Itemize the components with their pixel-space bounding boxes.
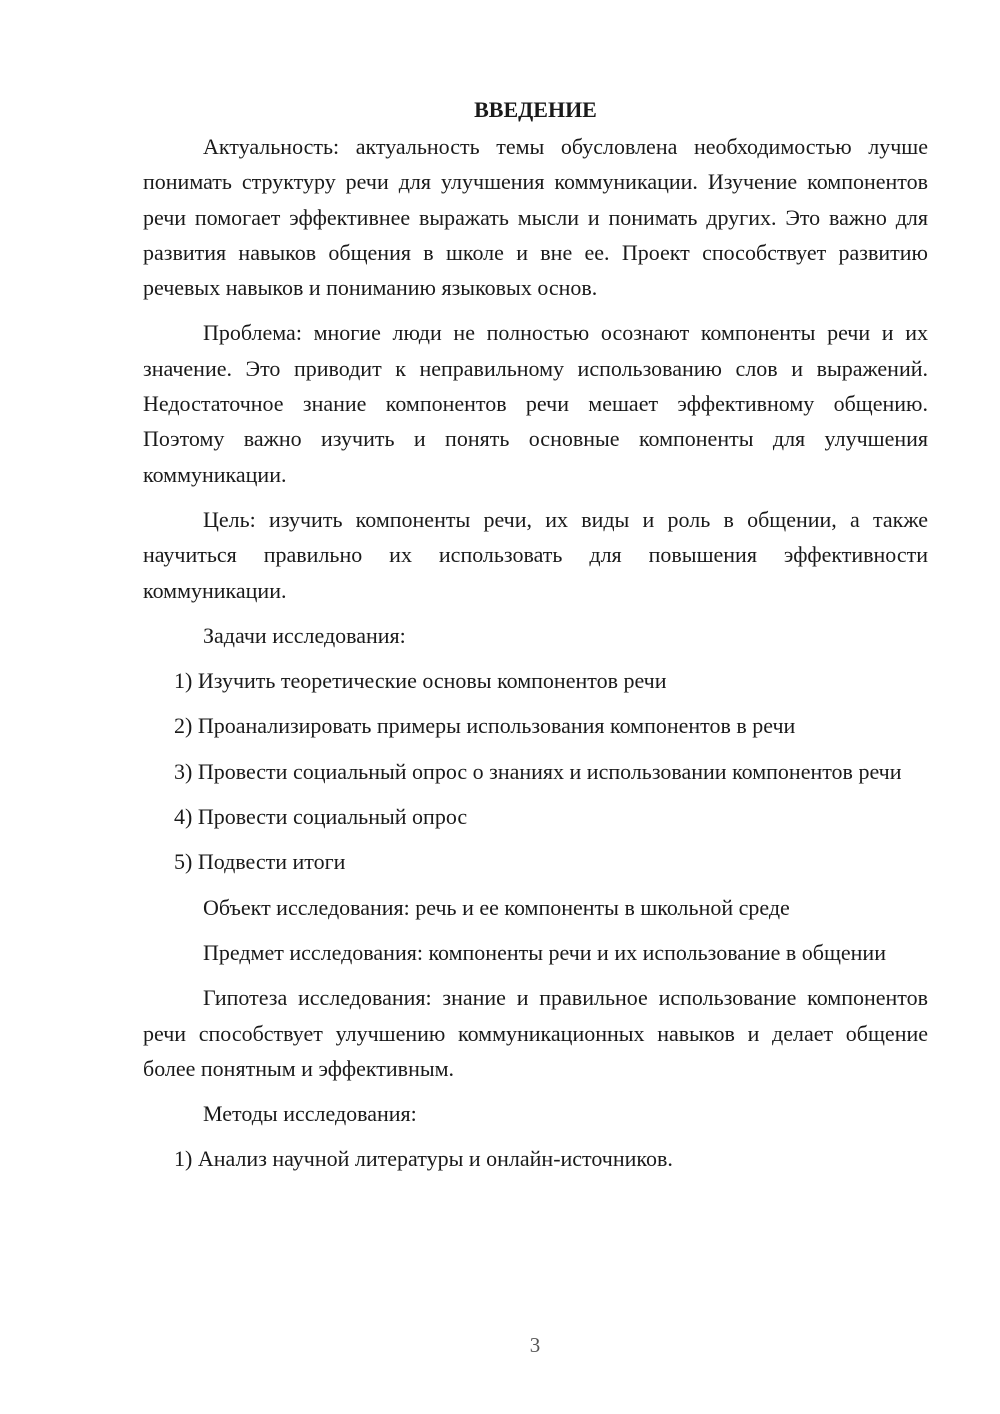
hypothesis-paragraph: Гипотеза исследования: знание и правильное использование компонентов речи способствует улучшению коммуникационных навыков и делает общение более понятным и эффективным. xyxy=(143,985,928,1081)
tasks-label: Задачи исследования: xyxy=(203,622,406,648)
task-item: 4) Провести социальный опрос xyxy=(174,804,468,830)
relevance-paragraph: Актуальность: актуальность темы обусловлена необходимостью лучше понимать структуру речи для улучшения коммуникации. Изучение компонентов речи помогает эффективнее выражать мысли и понимать других. Это важно для развития навыков общения в школе и вне ее. Проект способствует развитию речевых навыков и пониманию языковых основ. xyxy=(143,134,928,301)
subject-paragraph: Предмет исследования: компоненты речи и их использование в общении xyxy=(203,939,886,965)
page-title: ВВЕДЕНИЕ xyxy=(474,97,597,122)
task-item: 5) Подвести итоги xyxy=(174,849,346,875)
object-paragraph: Объект исследования: речь и ее компоненты в школьной среде xyxy=(203,894,790,920)
task-item: 3) Провести социальный опрос о знаниях и использовании компонентов речи xyxy=(174,758,902,784)
task-item: 1) Изучить теоретические основы компонентов речи xyxy=(174,668,667,694)
method-item: 1) Анализ научной литературы и онлайн-источников. xyxy=(174,1146,673,1172)
methods-label: Методы исследования: xyxy=(203,1101,417,1127)
page-number: 3 xyxy=(529,1333,541,1357)
goal-paragraph: Цель: изучить компоненты речи, их виды и роль в общении, а также научиться правильно их использовать для повышения эффективности коммуникации. xyxy=(143,506,928,603)
task-item: 2) Проанализировать примеры использования компонентов в речи xyxy=(174,713,796,739)
problem-paragraph: Проблема: многие люди не полностью осознают компоненты речи и их значение. Это приводит к неправильному использованию слов и выражений. Недостаточное знание компонентов речи мешает эффективному общению. Поэтому важно изучить и понять основные компоненты для улучшения коммуникации. xyxy=(143,320,928,487)
document-page xyxy=(143,92,928,1187)
